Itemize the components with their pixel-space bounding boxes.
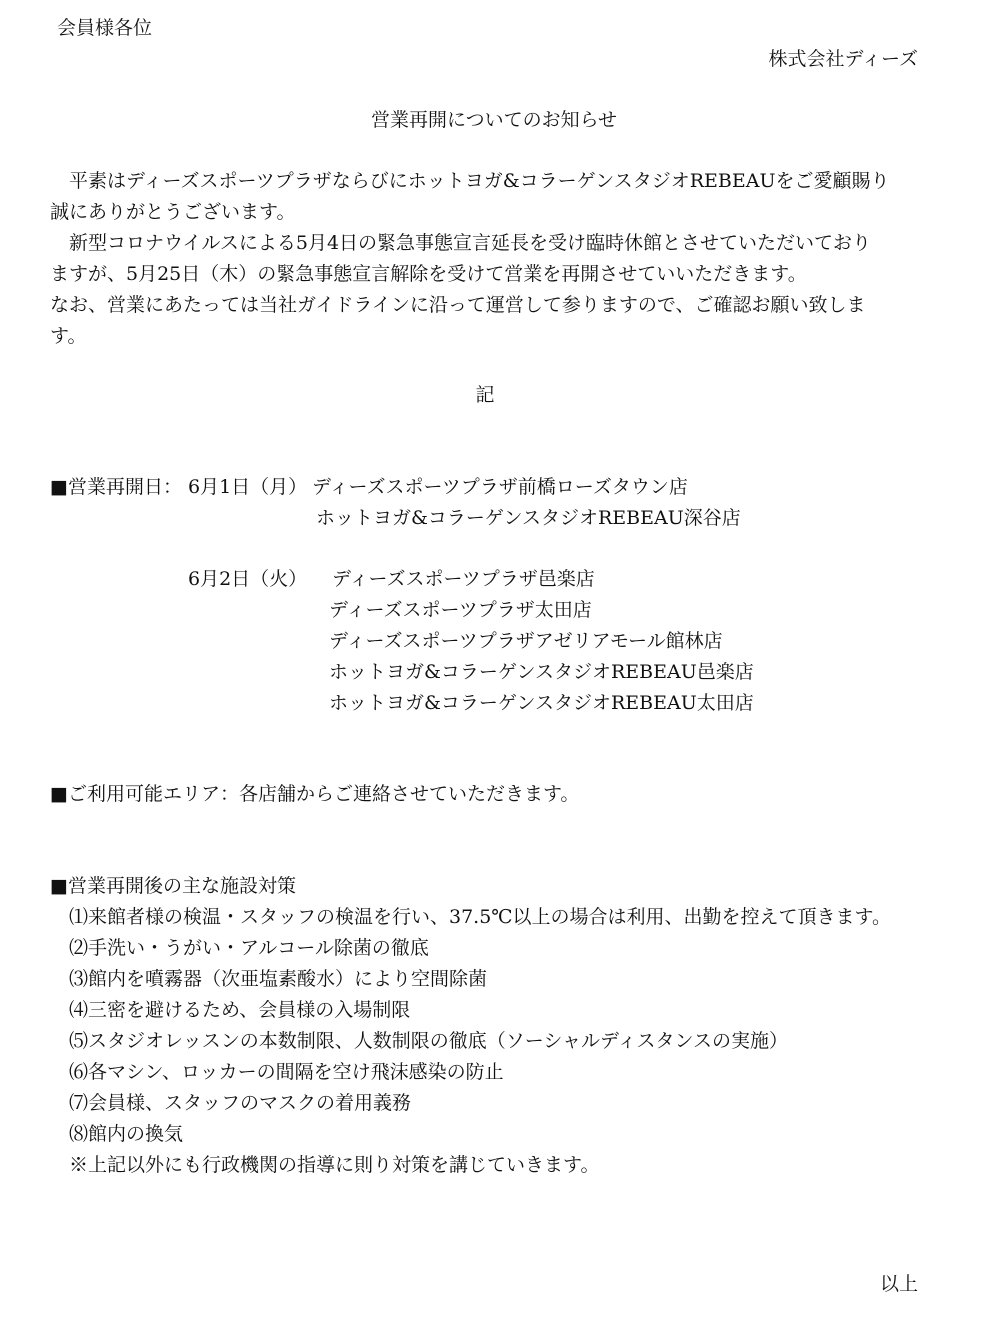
store-item: ディーズスポーツプラザ前橋ローズタウン店 <box>312 476 688 498</box>
available-area: ■ご利用可能エリア：各店舗からご連絡させていただきます。 <box>50 783 580 805</box>
store-item: ディーズスポーツプラザアゼリアモール館林店 <box>329 630 723 652</box>
store-item: ホットヨガ&コラーゲンスタジオREBEAU邑楽店 <box>329 661 754 683</box>
body-line: なお、営業にあたっては当社ガイドラインに沿って運営して参りますので、ご確認お願い致しま <box>50 294 866 316</box>
body-line: す。 <box>50 325 87 347</box>
store-item: ホットヨガ&コラーゲンスタジオREBEAU深谷店 <box>316 507 741 529</box>
measure-item: ⑵手洗い・うがい・アルコール除菌の徹底 <box>69 937 429 959</box>
measure-item: ⑴来館者様の検温・スタッフの検温を行い、37.5℃以上の場合は利用、出勤を控えて頂きます。 <box>69 906 892 928</box>
store-item: ディーズスポーツプラザ邑楽店 <box>332 568 595 590</box>
body-line: ますが、5月25日（木）の緊急事態宣言解除を受けて営業を再開させていいただきます。 <box>50 263 807 285</box>
measure-item: ⑹各マシン、ロッカーの間隔を空け飛沫感染の防止 <box>69 1061 504 1083</box>
measures-list <box>69 902 891 1181</box>
measure-item: ⑷三密を避けるため、会員様の入場制限 <box>69 999 411 1021</box>
measures-heading: ■営業再開後の主な施設対策 <box>50 875 296 897</box>
body-line: 平素はディーズスポーツプラザならびにホットヨガ&コラーゲンスタジオREBEAUをご愛顧賜り <box>69 170 890 192</box>
measure-item: ⑻館内の換気 <box>69 1123 184 1145</box>
store-item: ホットヨガ&コラーゲンスタジオREBEAU太田店 <box>329 692 754 714</box>
body-line: 誠にありがとうございます。 <box>50 201 296 223</box>
addressee: 会員様各位 <box>57 17 153 39</box>
closing-ijou: 以上 <box>879 1273 918 1295</box>
ki-label: 記 <box>475 384 495 406</box>
body-line: 新型コロナウイルスによる5月4日の緊急事態宣言延長を受け臨時休館とさせていただいており <box>69 232 872 254</box>
sender-company: 株式会社ディーズ <box>768 48 918 70</box>
measure-item: ⑸スタジオレッスンの本数制限、人数制限の徹底（ソーシャルディスタンスの実施） <box>69 1030 788 1052</box>
reopening-date-2: 6月2日（火） <box>188 568 308 590</box>
store-item: ディーズスポーツプラザ太田店 <box>329 599 592 621</box>
measure-item: ⑶館内を噴霧器（次亜塩素酸水）により空間除菌 <box>69 968 488 990</box>
notice-title: 営業再開についてのお知らせ <box>370 109 618 131</box>
measure-item: ⑺会員様、スタッフのマスクの着用義務 <box>69 1092 412 1114</box>
reopening-heading: ■営業再開日： <box>50 476 182 498</box>
reopening-date-1: 6月1日（月） <box>188 476 308 498</box>
body-text <box>50 166 930 352</box>
measure-note: ※上記以外にも行政機関の指導に則り対策を講じていきます。 <box>69 1154 600 1176</box>
